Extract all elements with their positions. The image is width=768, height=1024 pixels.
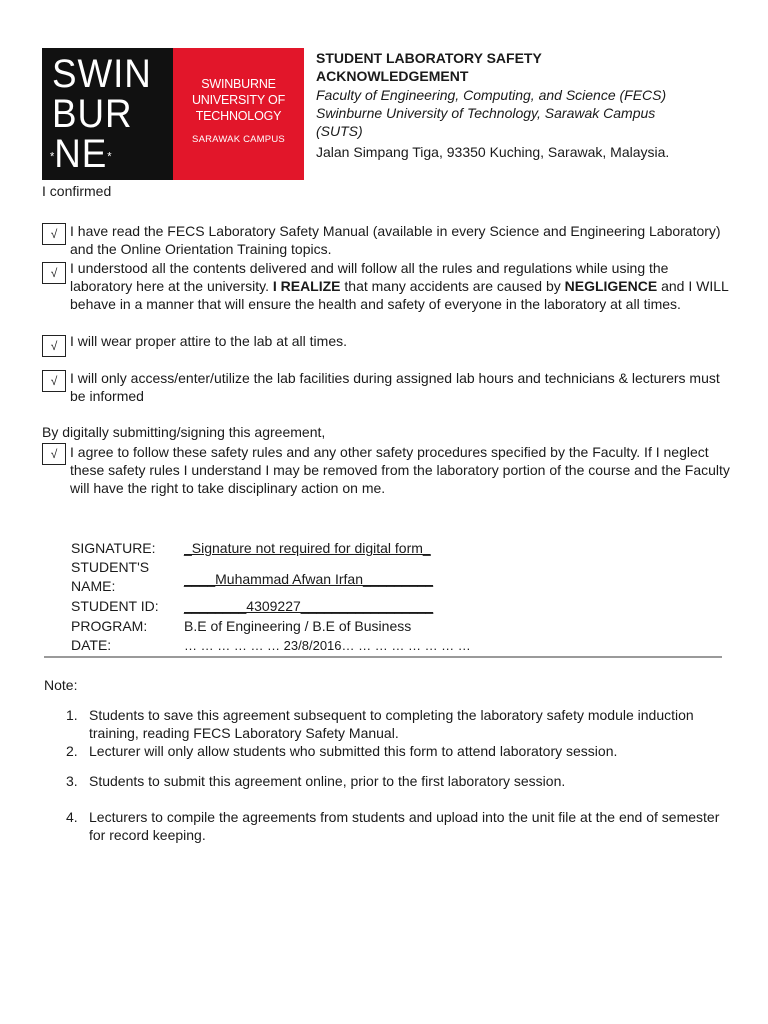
item-text-part: and I WILL behave in a manner that will ensure the health and safety of everyone in the laboratory at all times. bbox=[70, 278, 729, 312]
student-name-value: ____Muhammad Afwan Irfan_________ bbox=[184, 571, 434, 587]
checkbox-proper-attire[interactable]: √ bbox=[42, 335, 66, 357]
item-understood-rules bbox=[70, 259, 730, 313]
signature-value: _Signature not required for digital form_ bbox=[184, 540, 431, 556]
checkbox-understood-rules[interactable]: √ bbox=[42, 262, 66, 284]
university-name: Swinburne University of Technology, Sarawak Campus bbox=[316, 105, 656, 121]
checkbox-agree-rules[interactable]: √ bbox=[42, 443, 66, 465]
note-number: 1. bbox=[66, 707, 78, 723]
note-number: 4. bbox=[66, 809, 78, 825]
logo-wordmark-ne: NE bbox=[54, 132, 108, 176]
student-name-label-line-1: STUDENT'S bbox=[71, 559, 150, 575]
student-name-label-line-2: NAME: bbox=[71, 578, 116, 594]
logo-wordmark-line-2: BUR bbox=[52, 92, 133, 136]
doc-title-line-2: ACKNOWLEDGEMENT bbox=[316, 68, 469, 84]
program-value: B.E of Engineering / B.E of Business bbox=[184, 618, 412, 634]
faculty-name: Faculty of Engineering, Computing, and Science (FECS) bbox=[316, 87, 667, 103]
note-item-4: Lecturers to compile the agreements from students and upload into the unit file at the end of semester for record keeping. bbox=[89, 809, 720, 843]
logo-university-line-1: SWINBURNE bbox=[201, 77, 276, 91]
note-item-3: Students to submit this agreement online, prior to the first laboratory session. bbox=[89, 773, 566, 789]
logo-university-panel bbox=[173, 48, 304, 180]
logo-star-icon: * bbox=[107, 149, 112, 164]
note-number: 3. bbox=[66, 773, 78, 789]
date-value: … … … … … … 23/8/2016… … … … … … … … bbox=[184, 638, 471, 653]
date-label: DATE: bbox=[71, 637, 112, 653]
program-label: PROGRAM: bbox=[71, 618, 148, 634]
item-proper-attire: I will wear proper attire to the lab at all times. bbox=[70, 333, 348, 349]
logo-university-line-2: UNIVERSITY OF bbox=[191, 93, 286, 107]
university-abbrev: (SUTS) bbox=[316, 123, 363, 139]
emphasis-realize: I REALIZE bbox=[272, 278, 341, 294]
student-id-label: STUDENT ID: bbox=[71, 598, 159, 614]
divider bbox=[44, 656, 722, 658]
emphasis-negligence: NEGLIGENCE bbox=[564, 278, 658, 294]
digital-intro: By digitally submitting/signing this agreement, bbox=[42, 424, 326, 440]
logo-wordmark-line-1: SWIN bbox=[52, 52, 152, 96]
item-agree-rules: I agree to follow these safety rules and any other safety procedures specified by the Faculty. If I neglect these safety rules I understand I may be removed from the laboratory portion of the course and the Faculty will have the right to take disciplinary action on me. bbox=[70, 444, 730, 496]
note-item-1: Students to save this agreement subsequent to completing the laboratory safety module induction training, reading FECS Laboratory Safety Manual. bbox=[89, 707, 694, 741]
student-id-value: ________4309227_________________ bbox=[184, 598, 434, 614]
item-text-part: that many accidents are caused by bbox=[340, 278, 565, 294]
note-number: 2. bbox=[66, 743, 78, 759]
signature-label: SIGNATURE: bbox=[71, 540, 156, 556]
logo-wordmark-panel bbox=[42, 48, 173, 180]
logo-university-line-3: TECHNOLOGY bbox=[195, 109, 282, 123]
swinburne-logo bbox=[42, 48, 304, 180]
intro-text: I confirmed bbox=[42, 183, 112, 199]
logo-star-icon: * bbox=[50, 149, 55, 164]
address: Jalan Simpang Tiga, 93350 Kuching, Sarawak, Malaysia. bbox=[316, 144, 670, 160]
item-text-part: I understood all the contents delivered and will follow all the rules and regulations while using the laboratory here at the university. bbox=[70, 260, 669, 294]
checkbox-lab-hours[interactable]: √ bbox=[42, 370, 66, 392]
note-item-2: Lecturer will only allow students who submitted this form to attend laboratory session. bbox=[89, 743, 618, 759]
logo-wordmark-line-3 bbox=[50, 134, 156, 176]
item-lab-hours: I will only access/enter/utilize the lab facilities during assigned lab hours and technicians & lecturers must be informed bbox=[70, 370, 720, 404]
logo-campus: SARAWAK CAMPUS bbox=[192, 134, 285, 145]
note-title: Note: bbox=[44, 677, 78, 693]
item-read-manual: I have read the FECS Laboratory Safety Manual (available in every Science and Engineering Laboratory) and the Online Orientation Training topics. bbox=[70, 223, 721, 257]
checkbox-read-manual[interactable]: √ bbox=[42, 223, 66, 245]
doc-title-line-1: STUDENT LABORATORY SAFETY bbox=[316, 50, 542, 66]
